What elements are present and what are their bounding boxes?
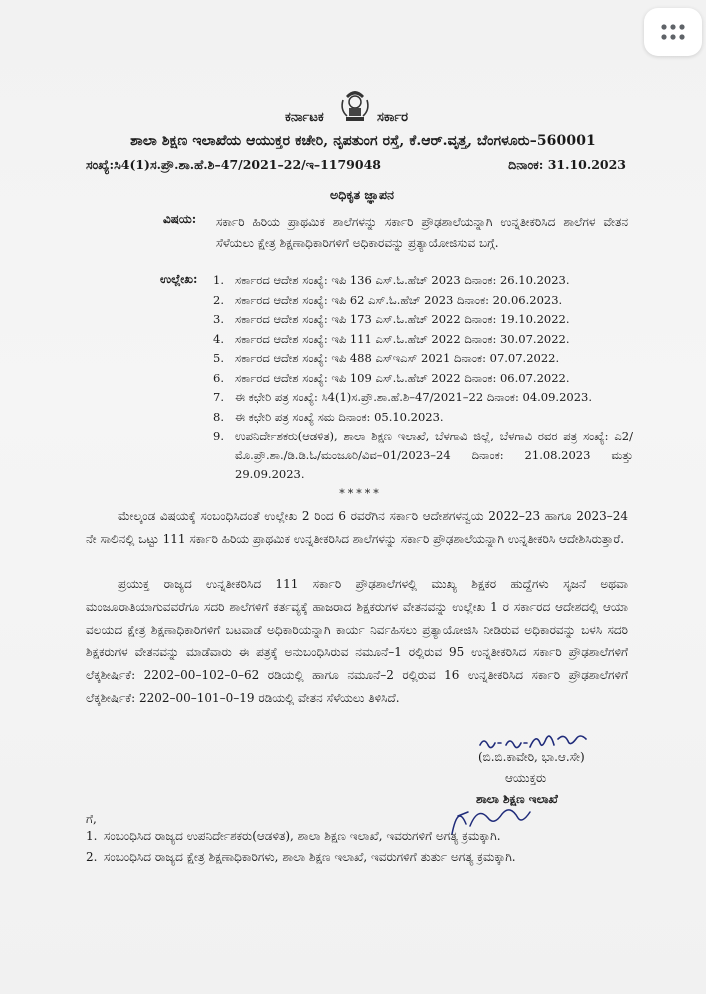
office-address: ಶಾಲಾ ಶಿಕ್ಷಣ ಇಲಾಖೆಯ ಆಯುಕ್ತರ ಕಚೇರಿ, ನೃಪತುಂಗ ರಸ್ತೆ, ಕೆ.ಆರ್.ವೃತ್ತ, ಬೆಂಗಳೂರು–560001	[130, 133, 596, 149]
body-paragraph-2: ಪ್ರಯುಕ್ತ ರಾಜ್ಯದ ಉನ್ನತೀಕರಿಸಿದ 111 ಸರ್ಕಾರಿ ಪ್ರೌಢಶಾಲೆಗಳಲ್ಲಿ ಮುಖ್ಯ ಶಿಕ್ಷಕರ ಹುದ್ದೆಗಳು ಸೃಜನೆ ಅಥವಾ ಮಂಜೂರಾತಿಯಾಗುವವರೆಗೂ ಸದರಿ ಶಾಲೆಗಳಿಗೆ ಕರ್ತವ್ಯಕ್ಕೆ ಹಾಜರಾದ ಶಿಕ್ಷಕರುಗಳ ವೇತನವನ್ನು ಉಲ್ಲೇಖ 1 ರ ಸರ್ಕಾರದ ಆದೇಶದಲ್ಲಿ ಆಯಾ ವಲಯದ ಕ್ಷೇತ್ರ ಶಿಕ್ಷಣಾಧಿಕಾರಿಗಳಿಗೆ ಬಟವಾಡೆ ಅಧಿಕಾರಿಯನ್ನಾಗಿ ಕಾರ್ಯ ನಿರ್ವಹಿಸಲು ಪ್ರತ್ಯಾಯೋಜಿಸಿ ನೀಡಿರುವ ಅಧಿಕಾರವನ್ನು ಬಳಸಿ ಸದರಿ ಶಿಕ್ಷಕರುಗಳ ವೇತನವನ್ನು ಮಾಡೆವಾರು ಈ ಪತ್ರಕ್ಕೆ ಅನುಬಂಧಿಸಿರುವ ನಮೂನೆ–1 ರಲ್ಲಿರುವ 95 ಉನ್ನತೀಕರಿಸಿದ ಸರ್ಕಾರಿ ಪ್ರೌಢಶಾಲೆಗಳಿಗೆ ಲೆಕ್ಕಶೀರ್ಷಿಕೆ: 2202–00–102–0–62 ರಡಿಯಲ್ಲಿ ಹಾಗೂ ನಮೂನೆ–2 ರಲ್ಲಿರುವ 16 ಉನ್ನತೀಕರಿಸಿದ ಸರ್ಕಾರಿ ಪ್ರೌಢಶಾಲೆಗಳಿಗೆ ಲೆಕ್ಕಶೀರ್ಷಿಕೆ: 2202–00–101–0–19 ರಡಿಯಲ್ಲಿ ವೇತನ ಸೆಳೆಯಲು ತಿಳಿಸಿದೆ.	[86, 577, 628, 705]
list-item: 2. ಸರ್ಕಾರದ ಆದೇಶ ಸಂಖ್ಯೆ: ಇಪಿ 62 ಎಸ್.ಓ.ಹೆಚ್ 2023 ದಿನಾಂಕ: 20.06.2023.	[213, 292, 563, 307]
document-date: ದಿನಾಂಕ: 31.10.2023	[508, 157, 626, 172]
list-item: 9. ಉಪನಿರ್ದೇಶಕರು(ಆಡಳಿತ), ಶಾಲಾ ಶಿಕ್ಷಣ ಇಲಾಖೆ, ಬೆಳಗಾವಿ ಜಿಲ್ಲೆ, ಬೆಳಗಾವಿ ರವರ ಪತ್ರ ಸಂಖ್ಯೆ: ಎ2/ಮೊ.ಪ್ರೌ.ಶಾ./ಡಿ.ಡಿ.ಓ/ಮಂಜೂರಿ/ವಿವ–01/2023–24 ದಿನಾಂಕ: 21.08.2023 ಮತ್ತು 29.09.2023.	[213, 429, 633, 481]
state-name: ಕರ್ನಾಟಕ	[285, 110, 324, 125]
references-list	[213, 271, 633, 484]
separator-stars: *****	[339, 487, 382, 500]
list-item: 7. ಈ ಕಛೇರಿ ಪತ್ರ ಸಂಖ್ಯೆ: ಸಿ4(1)ಸ.ಪ್ರೌ.ಶಾ.ಹೆ.ಶಿ–47/2021–22 ದಿನಾಂಕ: 04.09.2023.	[213, 390, 593, 404]
reference-number: ಸಂಖ್ಯೆ:ಸಿ4(1)ಸ.ಪ್ರೌ.ಶಾ.ಹೆ.ಶಿ–47/2021–22/ಇ–1179048	[86, 157, 381, 172]
more-options-button[interactable]	[644, 8, 702, 56]
list-item: 6. ಸರ್ಕಾರದ ಆದೇಶ ಸಂಖ್ಯೆ: ಇಪಿ 109 ಎಸ್.ಓ.ಹೆಚ್ 2022 ದಿನಾಂಕ: 06.07.2022.	[213, 370, 570, 385]
signatory-department: ಶಾಲಾ ಶಿಕ್ಷಣ ಇಲಾಖೆ	[476, 792, 558, 806]
more-dots-icon	[660, 22, 686, 42]
government-label: ಸರ್ಕಾರ	[377, 110, 408, 125]
signatory-name: (ಬಿ.ಬಿ.ಕಾವೇರಿ, ಭಾ.ಆ.ಸೇ)	[478, 750, 585, 764]
list-item: 8. ಈ ಕಛೇರಿ ಪತ್ರ ಸಂಖ್ಯೆ ಸಮ ದಿನಾಂಕ: 05.10.2023.	[213, 409, 444, 424]
state-emblem-icon	[338, 86, 372, 124]
notification-title: ಅಧಿಕೃತ ಜ್ಞಾಪನ	[330, 187, 394, 202]
list-item: 4. ಸರ್ಕಾರದ ಆದೇಶ ಸಂಖ್ಯೆ: ಇಪಿ 111 ಎಸ್.ಓ.ಹೆಚ್ 2022 ದಿನಾಂಕ: 30.07.2022.	[213, 331, 570, 346]
copy-to-label: ಗೆ,	[86, 812, 97, 826]
list-item: 3. ಸರ್ಕಾರದ ಆದೇಶ ಸಂಖ್ಯೆ: ಇಪಿ 173 ಎಸ್.ಓ.ಹೆಚ್ 2022 ದಿನಾಂಕ: 19.10.2022.	[213, 312, 570, 326]
list-item: 2. ಸಂಬಂಧಿಸಿದ ರಾಜ್ಯದ ಕ್ಷೇತ್ರ ಶಿಕ್ಷಣಾಧಿಕಾರಿಗಳು, ಶಾಲಾ ಶಿಕ್ಷಣ ಇಲಾಖೆ, ಇವರುಗಳಿಗೆ ತುರ್ತು ಅಗತ್ಯ ಕ್ರಮಕ್ಕಾಗಿ.	[86, 850, 516, 864]
list-item: 1. ಸಂಬಂಧಿಸಿದ ರಾಜ್ಯದ ಉಪನಿರ್ದೇಶಕರು(ಆಡಳಿತ), ಶಾಲಾ ಶಿಕ್ಷಣ ಇಲಾಖೆ, ಇವರುಗಳಿಗೆ ಅಗತ್ಯ ಕ್ರಮಕ್ಕಾಗಿ.	[86, 829, 501, 843]
subject-text: ಸರ್ಕಾರಿ ಹಿರಿಯ ಪ್ರಾಥಮಿಕ ಶಾಲೆಗಳನ್ನು ಸರ್ಕಾರಿ ಪ್ರೌಢಶಾಲೆಯನ್ನಾಗಿ ಉನ್ನತೀಕರಿಸಿದ ಶಾಲೆಗಳ ವೇತನ ಸೆಳೆಯಲು ಕ್ಷೇತ್ರ ಶಿಕ್ಷಣಾಧಿಕಾರಿಗಳಿಗೆ ಅಧಿಕಾರವನ್ನು ಪ್ರತ್ಯಾಯೋಜಿಸುವ ಬಗ್ಗೆ.	[216, 215, 628, 250]
signatory-designation: ಆಯುಕ್ತರು	[505, 771, 547, 785]
list-item: 5. ಸರ್ಕಾರದ ಆದೇಶ ಸಂಖ್ಯೆ: ಇಪಿ 488 ಎಸ್ಇಎಸ್ 2021 ದಿನಾಂಕ: 07.07.2022.	[213, 351, 560, 365]
subject-label: ವಿಷಯ:	[163, 212, 197, 226]
list-item: 1. ಸರ್ಕಾರದ ಆದೇಶ ಸಂಖ್ಯೆ: ಇಪಿ 136 ಎಸ್.ಓ.ಹೆಚ್ 2023 ದಿನಾಂಕ: 26.10.2023.	[213, 273, 570, 287]
references-label: ಉಲ್ಲೇಖ:	[160, 272, 198, 286]
reference-line	[86, 157, 626, 173]
body-paragraph-1: ಮೇಲ್ಕಂಡ ವಿಷಯಕ್ಕೆ ಸಂಬಂಧಿಸಿದಂತೆ ಉಲ್ಲೇಖ 2 ರಿಂದ 6 ರವರೆಗಿನ ಸರ್ಕಾರಿ ಆದೇಶಗಳನ್ವಯ 2022–23 ಹಾಗೂ 2023–24 ನೇ ಸಾಲಿನಲ್ಲಿ ಒಟ್ಟು 111 ಸರ್ಕಾರಿ ಹಿರಿಯ ಪ್ರಾಥಮಿಕ ಉನ್ನತೀಕರಿಸಿದ ಶಾಲೆಗಳನ್ನು ಸರ್ಕಾರಿ ಪ್ರೌಢಶಾಲೆಯನ್ನಾಗಿ ಉನ್ನತೀಕರಿಸಿ ಆದೇಶಿಸಿರುತ್ತಾರೆ.	[86, 509, 628, 546]
